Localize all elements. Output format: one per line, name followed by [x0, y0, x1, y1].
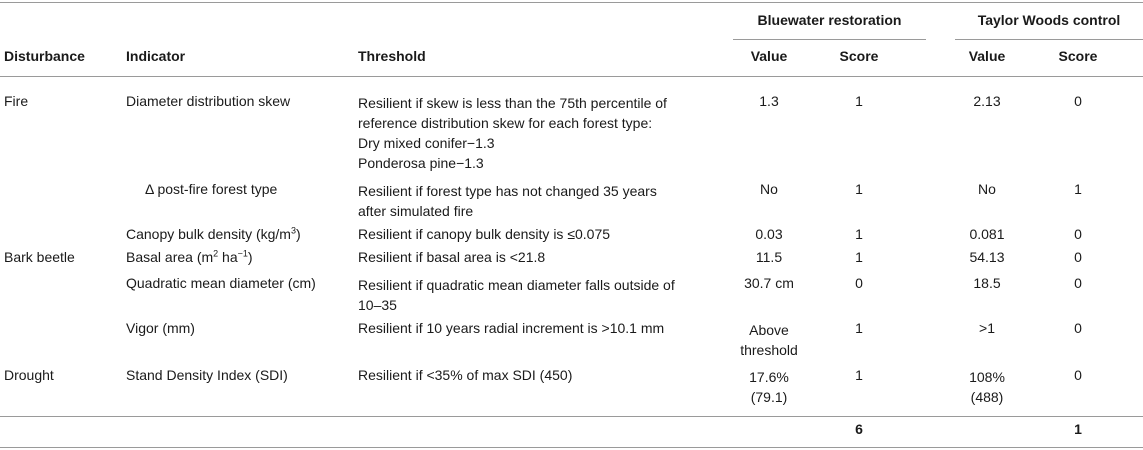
row7-bw-value-line: 17.6%	[749, 369, 789, 385]
row1-threshold-line: reference distribution skew for each forest type:	[358, 115, 653, 131]
row6-bw-value-line: threshold	[740, 342, 798, 358]
row3-threshold: Resilient if canopy bulk density is ≤0.075	[358, 226, 611, 242]
row1-bw-value: 1.3	[759, 93, 779, 109]
row1-threshold-line: Ponderosa pine−1.3	[358, 155, 484, 171]
row7-bw-score: 1	[855, 367, 863, 383]
row4-bw-value: 11.5	[755, 249, 783, 265]
row7-disturbance: Drought	[4, 367, 54, 383]
row4-indicator-text: Basal area (m	[126, 249, 214, 265]
header-bw-score: Score	[839, 48, 879, 64]
row6-bw-score: 1	[855, 320, 863, 336]
row7-bw-value	[733, 367, 805, 407]
row3-indicator	[126, 226, 301, 242]
row7-threshold: Resilient if <35% of max SDI (450)	[358, 367, 573, 383]
row6-threshold: Resilient if 10 years radial increment is >10.1 mm	[358, 320, 665, 336]
row2-threshold	[358, 181, 657, 221]
header-tw-value: Value	[968, 48, 1006, 64]
row6-tw-score: 0	[1074, 320, 1082, 336]
row3-tw-score: 0	[1074, 226, 1082, 242]
row2-bw-score: 1	[855, 181, 863, 197]
group-header-bluewater: Bluewater restoration	[757, 12, 902, 28]
row2-indicator: Δ post-fire forest type	[145, 181, 278, 197]
row1-tw-score: 0	[1074, 93, 1082, 109]
header-threshold: Threshold	[358, 48, 426, 64]
header-bw-value: Value	[750, 48, 788, 64]
row3-tw-value: 0.081	[969, 226, 1005, 242]
row2-tw-value: No	[978, 181, 996, 197]
header-disturbance: Disturbance	[4, 48, 85, 64]
row4-bw-score: 1	[855, 249, 863, 265]
row4-tw-value: 54.13	[969, 249, 1005, 265]
header-indicator: Indicator	[126, 48, 186, 64]
row1-threshold-line: Resilient if skew is less than the 75th percentile of	[358, 95, 667, 111]
row6-bw-value	[733, 320, 805, 360]
row6-indicator: Vigor (mm)	[126, 320, 195, 336]
row3-indicator-end: )	[295, 226, 301, 242]
row1-disturbance: Fire	[4, 93, 29, 109]
row5-threshold	[358, 275, 675, 315]
row1-threshold-line: Dry mixed conifer−1.3	[358, 135, 495, 151]
row1-indicator: Diameter distribution skew	[126, 93, 291, 109]
total-tw-score: 1	[1074, 421, 1082, 437]
row7-tw-value-line: (488)	[970, 389, 1004, 405]
row1-bw-score: 1	[855, 93, 863, 109]
row4-indicator-end: )	[247, 249, 253, 265]
row4-indicator	[126, 249, 253, 265]
group-header-taylor: Taylor Woods control	[977, 12, 1121, 28]
row5-bw-score: 0	[855, 275, 863, 291]
row5-threshold-line: 10–35	[358, 297, 397, 313]
row6-bw-value-line: Above	[749, 322, 789, 338]
row1-threshold	[358, 93, 667, 173]
row7-tw-score: 0	[1074, 367, 1082, 383]
row4-indicator-sup2: −1	[237, 248, 248, 259]
row5-threshold-line: Resilient if quadratic mean diameter falls outside of	[358, 277, 675, 293]
row2-threshold-line: after simulated fire	[358, 203, 474, 219]
row4-disturbance: Bark beetle	[4, 249, 75, 265]
row3-bw-value: 0.03	[755, 226, 783, 242]
row4-threshold: Resilient if basal area is <21.8	[358, 249, 546, 265]
row4-indicator-sup: 2	[213, 248, 219, 259]
row5-tw-score: 0	[1074, 275, 1082, 291]
row7-tw-value	[951, 367, 1023, 407]
row3-indicator-sup: 3	[290, 225, 296, 236]
row7-indicator: Stand Density Index (SDI)	[126, 367, 288, 383]
row5-indicator: Quadratic mean diameter (cm)	[126, 275, 316, 291]
row4-tw-score: 0	[1074, 249, 1082, 265]
row1-tw-value: 2.13	[973, 93, 1001, 109]
row7-bw-value-line: (79.1)	[750, 389, 788, 405]
row5-tw-value: 18.5	[973, 275, 1001, 291]
row2-tw-score: 1	[1074, 181, 1082, 197]
total-bw-score: 6	[855, 421, 863, 437]
row3-bw-score: 1	[855, 226, 863, 242]
row3-indicator-text: Canopy bulk density (kg/m	[126, 226, 291, 242]
header-tw-score: Score	[1058, 48, 1098, 64]
row4-indicator-mid: ha	[218, 249, 238, 265]
row2-threshold-line: Resilient if forest type has not changed 35 years	[358, 183, 657, 199]
row7-tw-value-line: 108%	[969, 369, 1005, 385]
row2-bw-value: No	[760, 181, 778, 197]
row5-bw-value: 30.7 cm	[744, 275, 794, 291]
row6-tw-value: >1	[979, 320, 995, 336]
